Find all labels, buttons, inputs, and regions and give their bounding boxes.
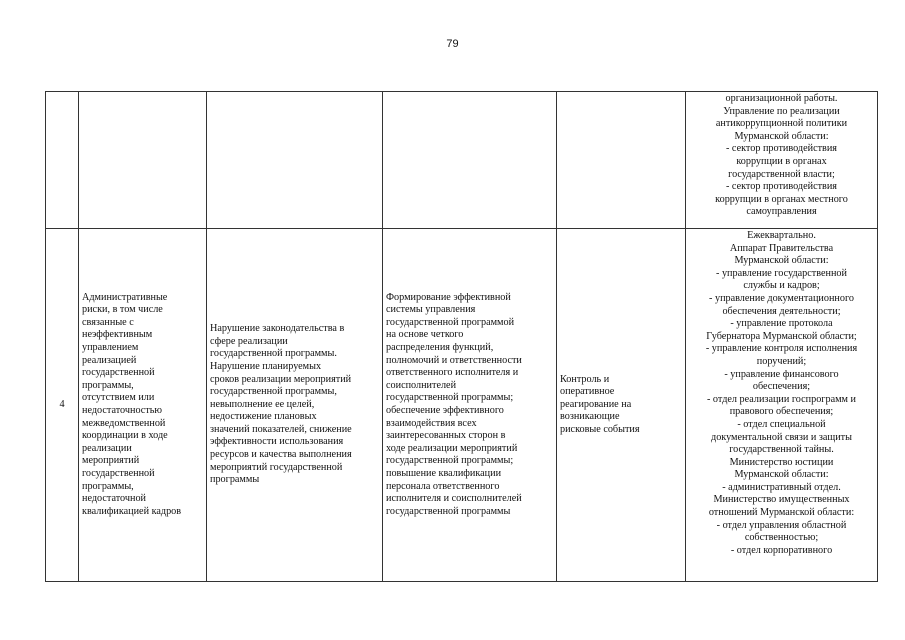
cell-text-line: сфере реализации	[210, 335, 288, 347]
cell-text-line: управлением	[82, 342, 139, 354]
cell-text-line: эффективности использования	[210, 436, 344, 448]
cell-text: 4	[59, 398, 65, 410]
cell-text-line: недостижение плановых	[210, 411, 317, 423]
cell-text-line: недостаточной	[82, 493, 146, 505]
cell-text-line: обеспечение эффективного	[386, 405, 504, 416]
cell-text-line: связанные с	[82, 316, 134, 328]
cell-text-line: государственной программы.	[210, 348, 337, 360]
cell-text-line: - административный отдел.	[722, 481, 841, 493]
cell-text-line: антикоррупционной политики	[715, 118, 848, 130]
responsible-cell	[686, 229, 878, 582]
cell-text-line: - сектор противодействия	[725, 143, 837, 155]
cause-cell	[207, 92, 383, 229]
cell-text-line: правового обеспечения;	[729, 406, 834, 418]
cell-text-line: - управление документационного	[709, 292, 854, 304]
cell-text-line: собственностью;	[744, 532, 819, 544]
cell-text-line: службы и кадров;	[743, 280, 820, 292]
cell-text-line: документальной связи и защиты	[711, 431, 852, 443]
cause-cell	[207, 229, 383, 582]
cell-text-line: программы,	[82, 480, 134, 492]
cell-text-line: Мурманской области:	[734, 469, 829, 481]
cell-text-line: Нарушение законодательства в	[210, 323, 345, 335]
cell-text-line: возникающие	[560, 411, 620, 423]
cell-text-line: системы управления	[386, 304, 476, 316]
cell-text-line: ответственного исполнителя и	[386, 367, 519, 379]
cell-text-line: поручений;	[756, 355, 807, 367]
responsible-cell	[686, 92, 878, 229]
cell-text-line: самоуправления	[746, 206, 817, 218]
cell-text-line: - отдел управления областной	[716, 519, 847, 531]
cell-text-line: значений показателей, снижение	[210, 423, 352, 435]
risk-table	[45, 91, 878, 582]
cell-text-line: обеспечения;	[752, 381, 811, 393]
cell-text-line: - отдел специальной	[737, 418, 826, 430]
cell-text-line: невыполнение ее целей,	[210, 398, 315, 410]
cell-text-line: полномочий и ответственности	[386, 354, 522, 366]
cell-text-line: соисполнителей	[386, 379, 457, 391]
control-cell	[557, 92, 686, 229]
cell-text-line: оперативное	[560, 386, 615, 398]
cell-text-line: отсутствием или	[82, 392, 155, 404]
cell-text-line: - отдел корпоративного	[730, 544, 833, 556]
cell-text-line: государственной программы,	[210, 386, 337, 398]
cell-text-line: государственной	[82, 367, 155, 379]
cell-text-line: Мурманской области:	[734, 255, 829, 267]
cell-text-line: Нарушение планируемых	[210, 360, 322, 372]
cell-text-line: Управление по реализации	[723, 105, 840, 117]
cell-text-line: взаимодействия всех	[386, 417, 477, 429]
cell-text-line: реализацией	[82, 354, 137, 366]
cell-text-line: Административные	[82, 291, 168, 303]
cell-text-line: государственной тайны.	[729, 444, 834, 456]
cell-text-line: государственной	[82, 467, 155, 479]
cell-text-line: распределения функций,	[386, 342, 494, 354]
measures-cell	[383, 92, 557, 229]
cell-text-line: исполнителя и соисполнителей	[386, 493, 522, 505]
cell-text-line: программы,	[82, 379, 134, 391]
cell-text-line: мероприятий	[82, 455, 140, 467]
cell-text-line: Министерство имущественных	[713, 494, 850, 506]
cell-text-line: персонала ответственного	[386, 480, 500, 492]
cell-text-line: на основе четкого	[386, 329, 464, 341]
cell-text-line: межведомственной	[82, 417, 166, 429]
measures-cell	[383, 229, 557, 582]
page-number: 79	[446, 38, 459, 50]
cell-text-line: государственной программы	[386, 505, 511, 517]
cell-text-line: заинтересованных сторон в	[386, 430, 506, 442]
cell-text-line: Контроль и	[560, 373, 610, 385]
table-row	[46, 229, 878, 582]
row-number-cell	[46, 229, 79, 582]
cell-text-line: обеспечения деятельности;	[722, 305, 841, 317]
cell-text-line: - управление государственной	[716, 267, 847, 279]
cell-text-line: риски, в том числе	[82, 304, 163, 316]
cell-text-line: отношений Мурманской области:	[708, 507, 855, 519]
cell-text-line: государственной программы;	[386, 392, 514, 404]
row-number-cell	[46, 92, 79, 229]
cell-text-line: государственной власти;	[728, 168, 835, 180]
table-row	[46, 92, 878, 229]
cell-text-line: - управление протокола	[730, 318, 833, 330]
cell-text-line: Ежеквартально.	[747, 230, 816, 241]
cell-text-line: программы	[210, 474, 260, 486]
cell-text-line: реагирование на	[560, 398, 632, 410]
cell-text-line: коррупции в органах местного	[715, 193, 848, 205]
cell-text-line: мероприятий государственной	[210, 461, 343, 473]
cell-text-line: Формирование эффективной	[386, 291, 511, 303]
cell-text-line: государственной программой	[386, 316, 515, 328]
cell-text-line: Министерство юстиции	[729, 456, 834, 468]
cell-text-line: Аппарат Правительства	[729, 242, 834, 254]
cell-text-line: - управление контроля исполнения	[705, 343, 858, 355]
cell-text-line: квалификацией кадров	[82, 505, 182, 517]
cell-text-line: ходе реализации мероприятий	[386, 442, 518, 454]
cell-text-line: рисковые события	[560, 423, 640, 435]
cell-text-line: государственной программы;	[386, 455, 514, 467]
cell-text-line: координации в ходе	[82, 430, 168, 442]
cell-text-line: - управление финансового	[724, 368, 839, 380]
cell-text-line: повышение квалификации	[386, 467, 502, 479]
cell-text-line: сроков реализации мероприятий	[210, 373, 352, 385]
cell-text-line: Губернатора Мурманской области;	[706, 330, 857, 342]
risk-cell	[79, 229, 207, 582]
cell-text-line: - сектор противодействия	[725, 181, 837, 193]
risk-cell	[79, 92, 207, 229]
cell-text-line: Мурманской области:	[734, 130, 829, 142]
cell-text-line: неэффективным	[82, 329, 153, 341]
cell-text-line: ресурсов и качества выполнения	[210, 449, 352, 461]
control-cell	[557, 229, 686, 582]
cell-text-line: коррупции в органах	[736, 155, 827, 167]
cell-text-line: организационной работы.	[725, 93, 838, 104]
cell-text-line: - отдел реализации госпрограмм и	[706, 393, 856, 405]
cell-text-line: реализации	[82, 442, 132, 454]
cell-text-line: недостаточностью	[82, 405, 163, 416]
